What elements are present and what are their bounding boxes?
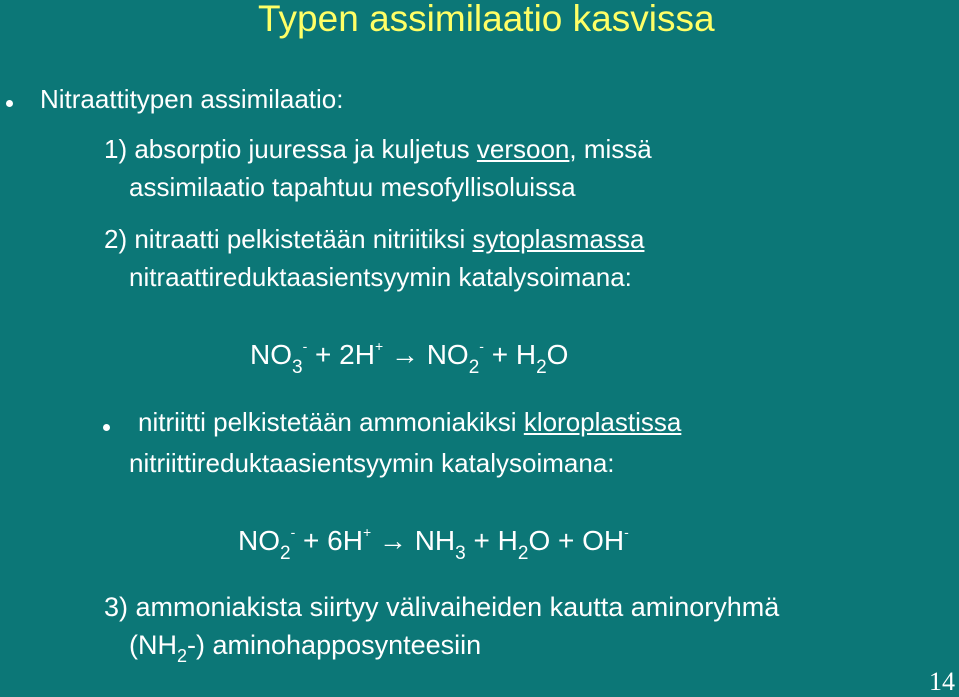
- page-number: 14: [929, 667, 955, 696]
- eq1-no: NO: [250, 339, 292, 370]
- step3-sub: 2: [177, 646, 188, 666]
- bullet-heading: Nitraattitypen assimilaatio:: [40, 84, 344, 114]
- eq2-sup: -: [290, 524, 296, 540]
- eq1-h-sub: 2: [536, 357, 547, 378]
- bullet2-line2: nitriittireduktaasientsyymin katalysoimana:: [129, 448, 615, 478]
- step1-line2: assimilaatio tapahtuu mesofyllisoluissa: [129, 172, 576, 202]
- eq2-no: NO: [238, 525, 280, 556]
- eq1-no2-sub: 2: [468, 357, 480, 378]
- eq1-h: + H: [483, 339, 537, 370]
- eq2-oh-sup: -: [624, 524, 629, 540]
- step3-text: -) aminohapposynteesiin: [187, 630, 482, 660]
- bullet2-text: nitriitti pelkistetään ammoniakiksi: [138, 407, 524, 437]
- step2-line2: nitraattireduktaasientsyymin katalysoimana:: [129, 262, 632, 292]
- bullet-icon: [103, 424, 110, 431]
- sytoplasmassa-link: sytoplasmassa: [472, 224, 645, 254]
- eq2-h: + H: [465, 525, 518, 556]
- eq1-h-plus: + 2H: [307, 339, 375, 370]
- step1-text: 1) absorptio juuressa ja kuljetus: [104, 134, 477, 164]
- eq2-sub: 2: [280, 543, 291, 564]
- reaction-arrow-icon: →: [378, 525, 407, 556]
- slide-title: Typen assimilaatio kasvissa: [258, 0, 715, 39]
- step2-line1: [104, 224, 644, 255]
- eq2-h-sub: 2: [517, 543, 529, 564]
- step1-text-end: , missä: [569, 134, 652, 164]
- equation-nitrate-reduction: [250, 338, 569, 378]
- versoon-link: versoon: [476, 134, 570, 164]
- eq1-h-sup: +: [374, 338, 384, 354]
- eq2-nh: NH: [406, 525, 456, 556]
- step2-text: 2) nitraatti pelkistetään nitriitiksi: [104, 224, 473, 254]
- eq2-h-plus: + 6H: [295, 525, 363, 556]
- kloroplastissa-link: kloroplastissa: [523, 407, 682, 437]
- step1-line1: [104, 134, 652, 165]
- eq1-o: O: [546, 339, 569, 370]
- step3-nh: (NH: [129, 630, 177, 660]
- eq1-sub: 3: [292, 357, 303, 378]
- step3-line1: 3) ammoniakista siirtyy välivaiheiden kautta aminoryhmä: [104, 592, 780, 622]
- eq1-no2-sup: -: [479, 338, 484, 354]
- eq1-sup: -: [302, 338, 308, 354]
- bullet2-line1: [138, 407, 681, 438]
- equation-nitrite-reduction: [238, 524, 629, 564]
- eq2-o-oh: O + OH: [528, 525, 625, 556]
- eq1-no2: NO: [418, 339, 469, 370]
- step3-line2: [129, 630, 482, 666]
- eq2-h-sup: +: [362, 524, 372, 540]
- bullet-icon: [6, 100, 13, 107]
- eq2-nh-sub: 3: [455, 543, 466, 564]
- reaction-arrow-icon: →: [390, 339, 419, 370]
